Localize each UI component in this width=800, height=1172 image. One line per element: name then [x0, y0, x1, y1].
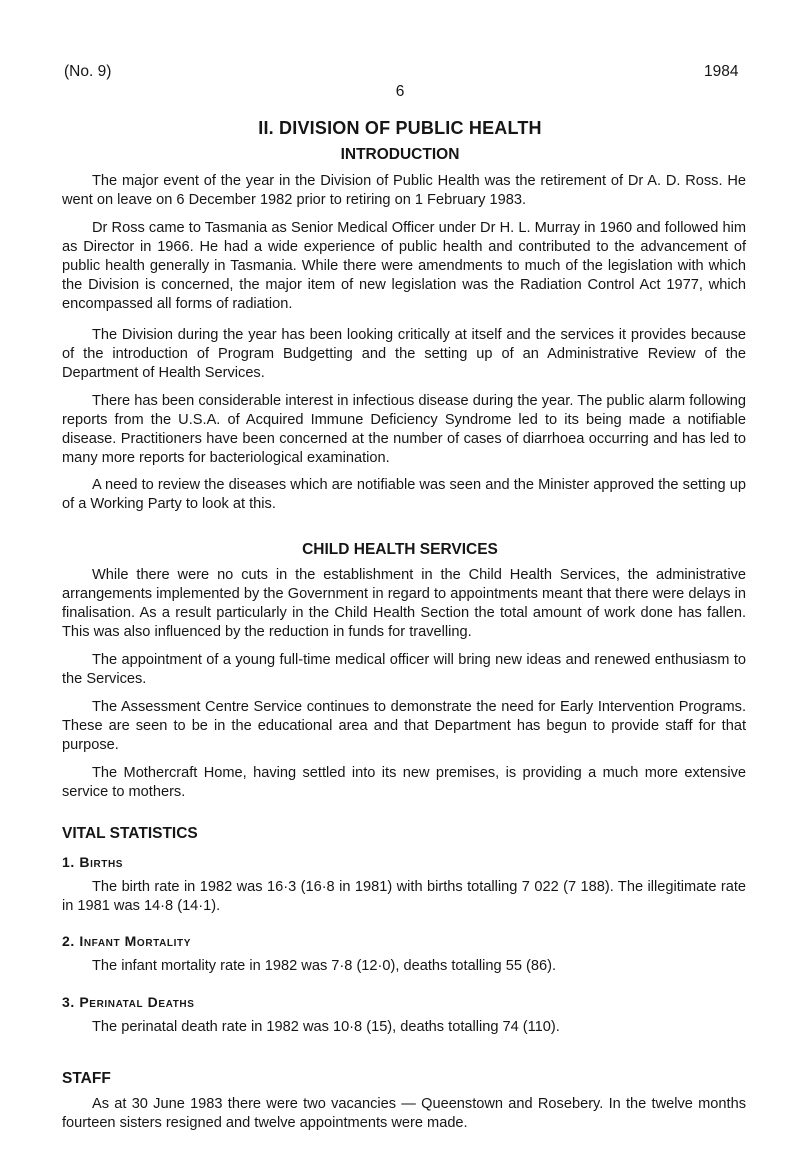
intro-paragraph-2: Dr Ross came to Tasmania as Senior Medical Officer under Dr H. L. Murray in 1960 and followed him as Director in 1966. He had a wide experience of public health and contributed to the advancement of public health generally in Tasmania. While there were amendments to much of the legislation with which the Division is concerned, the major item of new legislation was the Radiation Control Act 1977, which encompassed all forms of radiation. [62, 220, 746, 312]
child-health-heading: CHILD HEALTH SERVICES [302, 541, 498, 558]
intro-paragraph-5: A need to review the diseases which are notifiable was seen and the Minister approved the setting up of a Working Party to look at this. [62, 477, 746, 512]
infant-mortality-subheading: 2. Infant Mortality [62, 933, 191, 949]
intro-paragraph-3: The Division during the year has been looking critically at itself and the services it provides because of the introduction of Program Budgetting and the setting up of an Administrative Review of the Department of Health Services. [62, 327, 746, 381]
vital-statistics-heading: VITAL STATISTICS [62, 825, 198, 842]
infant-mortality-text: The infant mortality rate in 1982 was 7·8 (12·0), deaths totalling 55 (86). [92, 958, 556, 974]
perinatal-deaths-subheading: 3. Perinatal Deaths [62, 994, 195, 1010]
child-health-paragraph-3: The Assessment Centre Service continues to demonstrate the need for Early Intervention Programs. These are seen to be in the educational area and that Department has begun to provide staff for that purpose. [62, 699, 746, 753]
page-number: 6 [395, 83, 405, 100]
intro-paragraph-1: The major event of the year in the Division of Public Health was the retirement of Dr A. D. Ross. He went on leave on 6 December 1982 prior to retiring on 1 February 1983. [62, 173, 746, 208]
births-subheading: 1. Births [62, 854, 124, 870]
introduction-heading: INTRODUCTION [340, 146, 460, 163]
child-health-paragraph-1: While there were no cuts in the establishment in the Child Health Services, the administrative arrangements implemented by the Government in regard to appointments meant that there were delays in finalisation. As a result particularly in the Child Health Section the total amount of work done has fallen. This was also influenced by the reduction in funds for travelling. [62, 567, 746, 640]
child-health-paragraph-4: The Mothercraft Home, having settled into its new premises, is providing a much more extensive service to mothers. [62, 765, 746, 800]
header-year: 1984 [704, 63, 739, 80]
births-text: The birth rate in 1982 was 16·3 (16·8 in 1981) with births totalling 7 022 (7 188). The illegitimate rate in 1981 was 14·8 (14·1). [62, 879, 746, 914]
staff-text: As at 30 June 1983 there were two vacancies — Queenstown and Rosebery. In the twelve months fourteen sisters resigned and twelve appointments were made. [62, 1096, 746, 1131]
header-issue-number: (No. 9) [64, 63, 112, 80]
perinatal-deaths-text: The perinatal death rate in 1982 was 10·8 (15), deaths totalling 74 (110). [92, 1019, 560, 1035]
intro-paragraph-4: There has been considerable interest in infectious disease during the year. The public alarm following reports from the U.S.A. of Acquired Immune Deficiency Syndrome led to its being made a notifiable disease. Practitioners have been concerned at the number of cases of diarrhoea occurring and has led to many more reports for bacteriological examination. [62, 393, 746, 466]
division-title: II. DIVISION OF PUBLIC HEALTH [258, 118, 542, 138]
staff-heading: STAFF [62, 1070, 111, 1087]
child-health-paragraph-2: The appointment of a young full-time medical officer will bring new ideas and renewed enthusiasm to the Services. [62, 652, 746, 687]
